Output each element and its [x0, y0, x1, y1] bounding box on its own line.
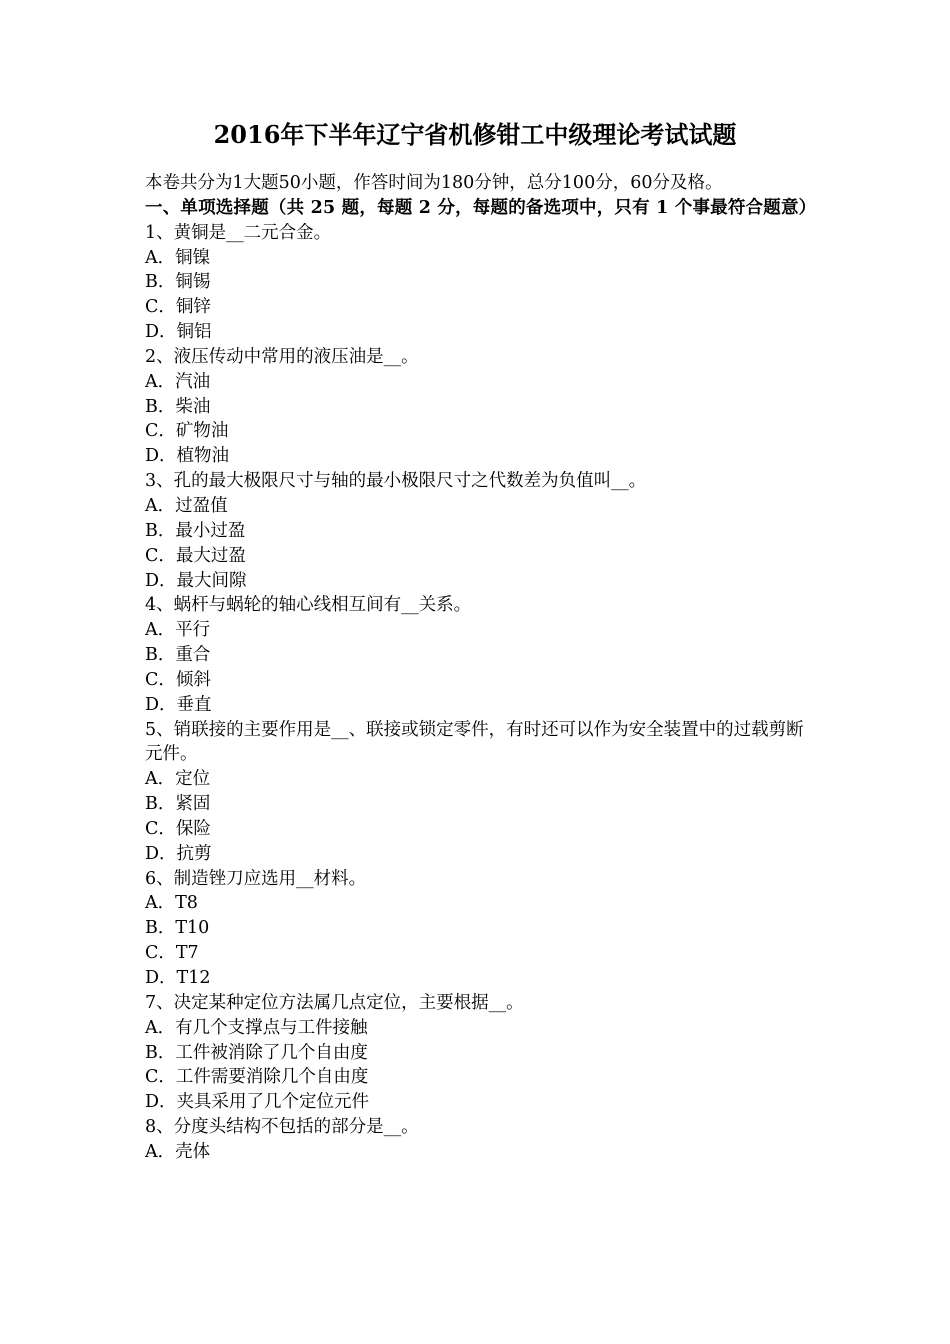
- option-a: A．平行: [145, 620, 211, 641]
- option-a: A．定位: [145, 769, 211, 790]
- option-d: D．最大间隙: [145, 570, 247, 591]
- option-d: D．植物油: [145, 446, 230, 467]
- option-b: B．重合: [145, 645, 211, 666]
- question-stem: 7、决定某种定位方法属几点定位，主要根据__。: [145, 992, 524, 1013]
- question-8: [145, 1115, 810, 1165]
- option-b: B．柴油: [145, 396, 211, 417]
- option-a: A．铜镍: [145, 247, 211, 268]
- question-stem: 8、分度头结构不包括的部分是__。: [145, 1117, 419, 1138]
- option-d: D．垂直: [145, 694, 212, 715]
- question-5: [145, 718, 810, 867]
- option-a: A．T8: [145, 893, 198, 914]
- question-1: [145, 221, 810, 345]
- option-d: D．抗剪: [145, 843, 212, 864]
- option-c: C．矿物油: [145, 421, 229, 442]
- option-c: C．最大过盈: [145, 545, 246, 566]
- option-c: C．T7: [145, 943, 199, 964]
- exam-body: [145, 171, 817, 1165]
- section-heading: 一、单项选择题（共 25 题，每题 2 分，每题的备选项中，只有 1 个事最符合题意）: [145, 197, 817, 218]
- question-stem: 2、液压传动中常用的液压油是__。: [145, 346, 419, 367]
- option-c: C．工件需要消除几个自由度: [145, 1067, 369, 1088]
- question-2: [145, 345, 810, 469]
- option-b: B．T10: [145, 918, 210, 939]
- question-4: [145, 593, 810, 717]
- option-c: C．保险: [145, 818, 211, 839]
- question-stem: 3、孔的最大极限尺寸与轴的最小极限尺寸之代数差为负值叫__。: [145, 471, 647, 492]
- option-d: D．T12: [145, 968, 211, 988]
- question-stem: 1、黄铜是__二元合金。: [145, 222, 332, 243]
- question-3: [145, 469, 810, 593]
- option-a: A．壳体: [145, 1141, 211, 1162]
- question-stem: 6、制造锉刀应选用__材料。: [145, 868, 367, 889]
- question-7: [145, 991, 810, 1115]
- question-stem: 5、销联接的主要作用是__、联接或锁定零件，有时还可以作为安全装置中的过载剪断元件。: [145, 719, 804, 765]
- option-b: B．紧固: [145, 794, 211, 815]
- question-6: [145, 867, 810, 991]
- exam-intro: 本卷共分为1大题50小题，作答时间为180分钟，总分100分，60分及格。: [145, 173, 723, 193]
- option-d: D．铜铝: [145, 322, 212, 343]
- option-a: A．汽油: [145, 371, 211, 392]
- option-b: B．工件被消除了几个自由度: [145, 1042, 368, 1063]
- option-b: B．最小过盈: [145, 520, 246, 541]
- option-a: A．过盈值: [145, 495, 228, 516]
- question-stem: 4、蜗杆与蜗轮的轴心线相互间有__关系。: [145, 595, 472, 616]
- option-d: D．夹具采用了几个定位元件: [145, 1092, 370, 1113]
- option-a: A．有几个支撑点与工件接触: [145, 1017, 368, 1038]
- option-b: B．铜锡: [145, 272, 211, 293]
- option-c: C．倾斜: [145, 669, 211, 690]
- page-title: 2016年下半年辽宁省机修钳工中级理论考试试题: [213, 120, 737, 149]
- option-c: C．铜锌: [145, 297, 211, 318]
